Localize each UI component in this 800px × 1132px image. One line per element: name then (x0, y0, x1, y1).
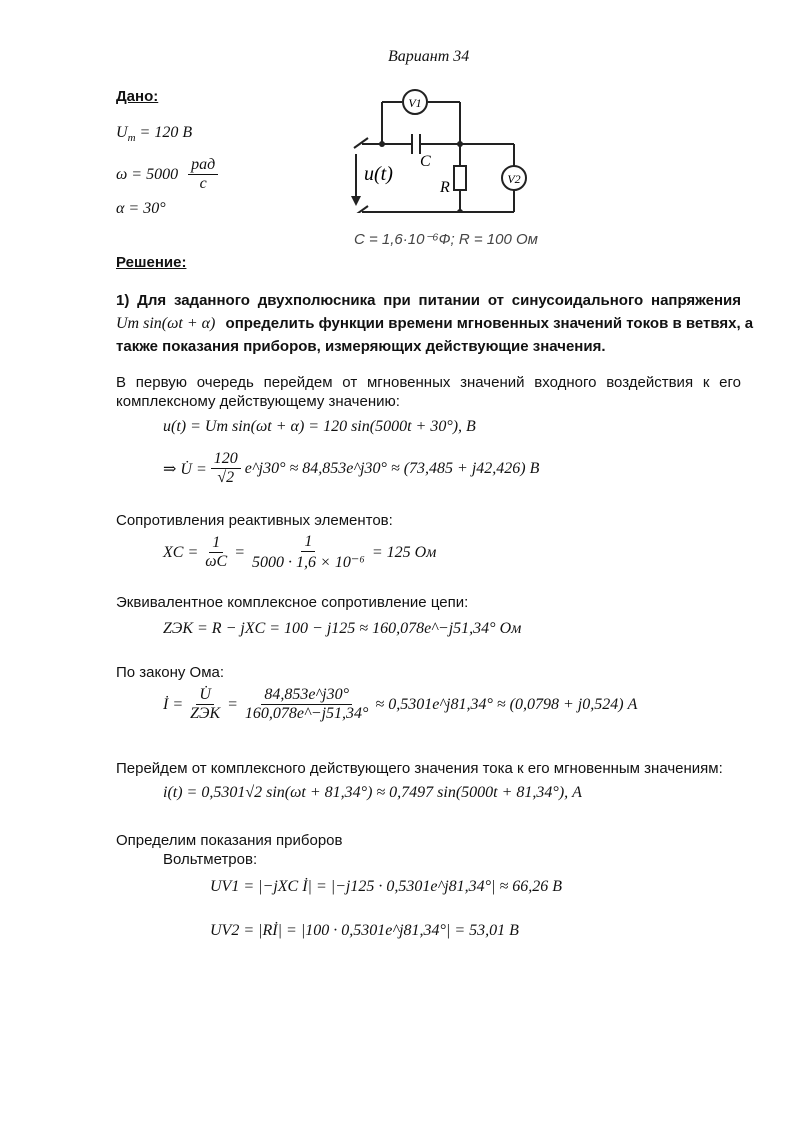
v1-label: V1 (408, 96, 422, 110)
capacitor-label: C (420, 153, 431, 170)
task-line-2: Um sin(ωt + α) определить функции времени мгновенных значений токов в ветвях, а (116, 315, 754, 332)
given-um: $U_m = 120$ В (116, 124, 193, 145)
equation-u-t: u(t) = Um sin(ωt + α) = 120 sin(5000t + 30°), В (163, 418, 476, 435)
solution-heading: Решение: (116, 254, 187, 271)
task-line-3: также показания приборов, измеряющих действующие значения. (116, 338, 606, 355)
equation-u-complex: ⇒ U̇ = $\frac{120}{√2}$ e^j30° ≈ 84,853e^j30° ≈ (73,485 + j42,426) В (163, 450, 540, 486)
equation-uv1: UV1 = |−jXC İ| = |−j125 · 0,5301e^j81,34°| ≈ 66,26 В (210, 878, 563, 895)
paragraph-2: Сопротивления реактивных элементов: (116, 512, 393, 529)
equation-xc: XC = $\frac{1}{\omega C}$ = $\frac{1}{\text{5000 · 1,6 × 10⁻⁶}}$ = 125 Ом (163, 533, 437, 571)
paragraph-3: Эквивалентное комплексное сопротивление цепи: (116, 594, 469, 611)
equation-i-t: i(t) = 0,5301√2 sin(ωt + 81,34°) ≈ 0,7497 sin(5000t + 81,34°), А (163, 784, 582, 801)
paragraph-5: Перейдем от комплексного действующего значения тока к его мгновенным значениям: (116, 760, 723, 777)
resistor-label: R (440, 179, 450, 196)
paragraph-6: Определим показания приборов (116, 832, 343, 849)
paragraph-7: Вольтметров: (163, 851, 258, 868)
equation-z-ek: ZЭК = R − jXC = 100 − j125 ≈ 160,078e^−j51,34° Ом (163, 620, 522, 637)
equation-current: İ = $\frac{U̇}{\text{ZЭК}}$ = $\frac{84,853e\^{}j30^\circ}{160,078e\^{}-j51,34^\circ}$ ≈ 0,5301e^j81,34° ≈ (0,0798 + j0,524) А (163, 686, 638, 722)
equation-uv2: UV2 = |Rİ| = |100 · 0,5301e^j81,34°| = 53,01 В (210, 922, 519, 939)
circuit-caption: C = 1,6·10⁻⁶Ф; R = 100 Ом (354, 231, 538, 248)
page-title: Вариант 34 (388, 48, 470, 65)
given-omega: ω = 5000 $\frac{\text{рад}}{с}$ (116, 156, 218, 193)
paragraph-1-line-1: В первую очередь перейдем от мгновенных значений входного воздействия к его (116, 374, 741, 391)
task-line-1: 1) Для заданного двухполюсника при питании от синусоидального напряжения (116, 292, 741, 309)
given-heading: Дано: (116, 88, 159, 105)
given-alpha: α = 30° (116, 200, 166, 217)
circuit-diagram (340, 88, 540, 213)
paragraph-4: По закону Ома: (116, 664, 225, 681)
v2-label: V2 (507, 172, 521, 186)
paragraph-1-line-2: комплексному действующему значению: (116, 393, 400, 410)
source-voltage-label: u(t) (364, 163, 393, 185)
